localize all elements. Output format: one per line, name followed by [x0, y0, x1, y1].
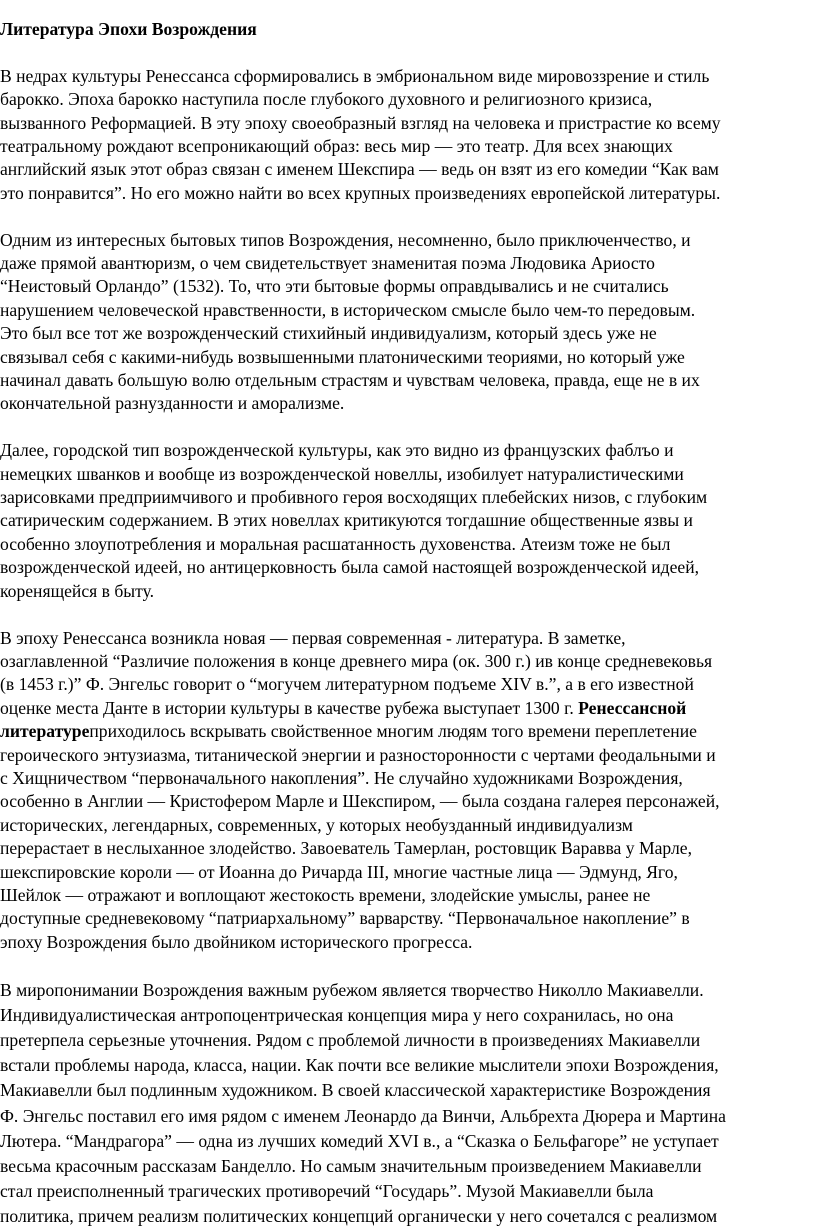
- paragraph-5: [0, 978, 816, 1230]
- document-title: Литература Эпохи Возрождения: [0, 19, 257, 39]
- text-line: озаглавленной “Различие положения в конце древнего мира (ок. 300 г.) ив конце средневековья: [0, 650, 713, 671]
- text-line: барокко. Эпоха барокко наступила после глубокого духовного и религиозного кризиса,: [0, 89, 653, 110]
- text-line: с Хищничеством “первоначального накопления”. Не случайно художниками Возрождения,: [0, 767, 683, 788]
- text-line: вызванного Реформацией. В эту эпоху своеобразный взгляд на человека и пристрастие ко всему: [0, 112, 721, 133]
- text-line: даже прямой авантюризм, о чем свидетельствует знаменитая поэма Людовика Ариосто: [0, 253, 655, 274]
- text-line: встали проблемы народа, класса, нации. Как почти все великие мыслители эпохи Возрождения,: [0, 1055, 719, 1076]
- text-line: шекспировские короли — от Иоанна до Ричарда III, многие частные лица — Эдмунд, Яго,: [0, 861, 678, 882]
- paragraph-3: [0, 439, 816, 603]
- text-line: начинал давать большую волю отдельным страстям и чувствам человека, правда, еще не в их: [0, 370, 700, 391]
- text-line: В недрах культуры Ренессанса сформировались в эмбриональном виде мировоззрение и стиль: [0, 65, 710, 86]
- text-line: Ф. Энгельс поставил его имя рядом с именем Леонардо да Винчи, Альбрехта Дюрера и Мартина: [0, 1105, 726, 1126]
- bold-term: литературе: [0, 721, 90, 742]
- text-line: героического энтузиазма, титанической энергии и разносторонности с чертами феодальными и: [0, 744, 716, 765]
- text-line: (в 1453 г.)” Ф. Энгельс говорит о “могучем литературном подъеме XIV в.”, а в его известной: [0, 674, 694, 695]
- text-line: английский язык этот образ связан с именем Шекспира — ведь он взят из его комедии “Как вам: [0, 159, 719, 180]
- text-line: весьма красочным рассказам Банделло. Но самым значительным произведением Макиавелли: [0, 1156, 702, 1176]
- text-line: возрожденческой идеей, но антицерковность была самой настоящей возрожденческой идеей,: [0, 557, 700, 578]
- text-line: [0, 697, 816, 720]
- document-page: [0, 18, 816, 1230]
- text-line: связывал себя с какими-нибудь возвышенными платоническими теориями, но который уже: [0, 346, 685, 367]
- bold-term: Ренессансной: [578, 697, 687, 718]
- text-line: “Неистовый Орландо” (1532). То, что эти бытовые формы оправдывались и не считались: [0, 276, 669, 297]
- text-run: оценке места Данте в истории культуры в качестве рубежа выступает 1300 г.: [0, 697, 579, 718]
- text-line: стал преисполненный трагических противоречий “Государь”. Музой Макиавелли была: [0, 1181, 654, 1202]
- text-line: особенно злоупотребления и моральная расшатанность духовенства. Атеизм тоже не был: [0, 533, 671, 554]
- text-line: перерастает в неслыханное злодейство. Завоеватель Тамерлан, ростовщик Варавва у Марле,: [0, 838, 692, 859]
- text-line: В эпоху Ренессанса возникла новая — первая современная - литература. В заметке,: [0, 627, 626, 648]
- text-line: нарушением человеческой нравственности, в историческом смысле было чем-то передовым.: [0, 299, 696, 320]
- text-line: немецких шванков и вообще из возрожденческой новеллы, изобилует натуралистическими: [0, 463, 684, 484]
- text-run: приходилось вскрывать свойственное многим людям того времени переплетение: [89, 721, 697, 742]
- text-line: Лютера. “Мандрагора” — одна из лучших комедий XVI в., а “Сказка о Бельфагоре” не уступает: [0, 1130, 719, 1151]
- text-line: это понравится”. Но его можно найти во всех крупных произведениях европейской литературы.: [0, 182, 721, 203]
- text-line: [0, 720, 816, 743]
- text-line: зарисовками предприимчивого и пробивного героя восходящих плебейских низов, с глубоким: [0, 487, 708, 508]
- text-line: Макиавелли был подлинным художником. В своей классической характеристике Возрождения: [0, 1080, 711, 1101]
- text-line: эпоху Возрождения было двойником исторического прогресса.: [0, 931, 473, 952]
- text-line: доступные средневековому “патриархальному” варварству. “Первоначальное накопление” в: [0, 908, 690, 929]
- paragraph-2: [0, 229, 816, 416]
- text-line: политика, причем реализм политических концепций органически у него сочетался с реализмом: [0, 1206, 718, 1227]
- text-line: театральному рождают всепроникающий образ: весь мир — это театр. Для всех знающих: [0, 136, 673, 157]
- text-line: Индивидуалистическая антропоцентрическая концепция мира у него сохранилась, но она: [0, 1004, 674, 1025]
- text-line: претерпела серьезные уточнения. Рядом с проблемой личности в произведениях Макиавелли: [0, 1029, 701, 1050]
- text-line: Далее, городской тип возрожденческой культуры, как это видно из французских фаблъо и: [0, 440, 674, 461]
- text-line: Это был все тот же возрожденческий стихийный индивидуализм, который здесь уже не: [0, 323, 657, 344]
- paragraph-1: [0, 65, 816, 205]
- text-line: Одним из интересных бытовых типов Возрождения, несомненно, было приключенчество, и: [0, 229, 691, 250]
- text-line: окончательной разнузданности и аморализме.: [0, 393, 345, 414]
- text-line: сатирическим содержанием. В этих новеллах критикуются тогдашние общественные язвы и: [0, 510, 693, 531]
- paragraph-4: [0, 627, 816, 955]
- text-line: коренящейся в быту.: [0, 580, 155, 601]
- text-line: В миропонимании Возрождения важным рубежом является творчество Николло Макиавелли.: [0, 979, 704, 1000]
- text-line: особенно в Англии — Кристофером Марле и Шекспиром, — была создана галерея персонажей,: [0, 791, 720, 812]
- text-line: исторических, легендарных, современных, у которых необузданный индивидуализм: [0, 814, 633, 835]
- text-line: Шейлок — отражают и воплощают жестокость времени, злодейские умыслы, ранее не: [0, 884, 651, 905]
